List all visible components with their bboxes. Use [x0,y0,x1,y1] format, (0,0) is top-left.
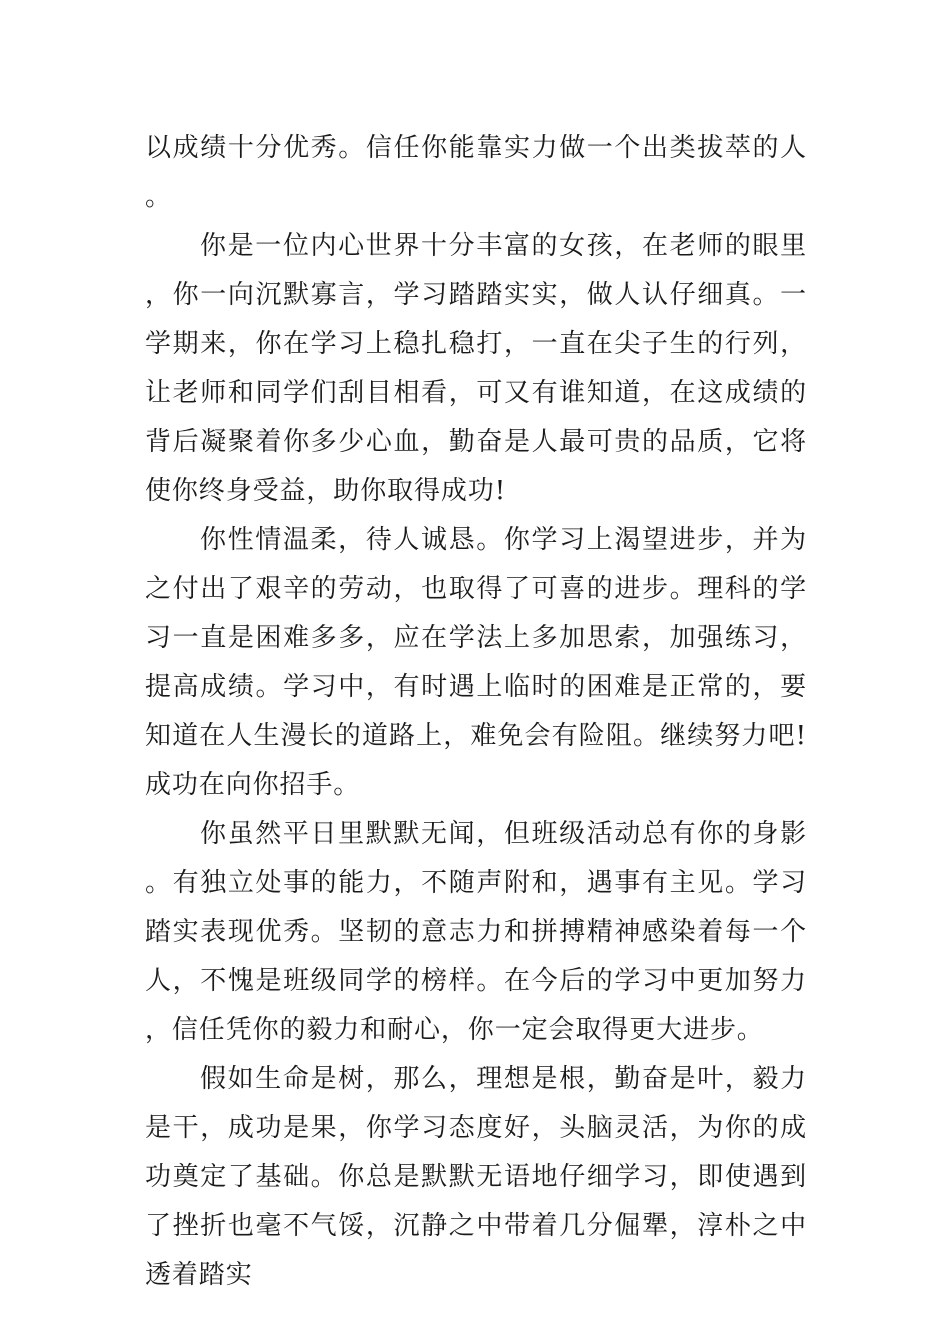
paragraph-continuation: 以成绩十分优秀。信任你能靠实力做一个出类拔萃的人。 [145,133,807,212]
paragraph-comment-3: 你虽然平日里默默无闻，但班级活动总有你的身影。有独立处事的能力，不随声附和，遇事有主见。学习踏实表现优秀。坚韧的意志力和拼搏精神感染着每一个人，不愧是班级同学的榜样。在今后的学习中更加努力，信任凭你的毅力和耐心，你一定会取得更大进步。 [145,819,807,1045]
document-body [145,124,807,1300]
paragraph-comment-2: 你性情温柔，待人诚恳。你学习上渴望进步，并为之付出了艰辛的劳动，也取得了可喜的进步。理科的学习一直是困难多多，应在学法上多加思索，加强练习，提高成绩。学习中，有时遇上临时的困难是正常的，要知道在人生漫长的道路上，难免会有险阻。继续努力吧!成功在向你招手。 [145,525,807,800]
paragraph-comment-1: 你是一位内心世界十分丰富的女孩，在老师的眼里，你一向沉默寡言，学习踏踏实实，做人认仔细真。一学期来，你在学习上稳扎稳打，一直在尖子生的行列，让老师和同学们刮目相看，可又有谁知道，在这成绩的背后凝聚着你多少心血，勤奋是人最可贵的品质，它将使你终身受益，助你取得成功! [145,231,807,506]
paragraph-comment-4: 假如生命是树，那么，理想是根，勤奋是叶，毅力是干，成功是果，你学习态度好，头脑灵活，为你的成功奠定了基础。你总是默默无语地仔细学习，即使遇到了挫折也毫不气馁，沉静之中带着几分倔犟，淳朴之中透着踏实 [145,1064,807,1290]
